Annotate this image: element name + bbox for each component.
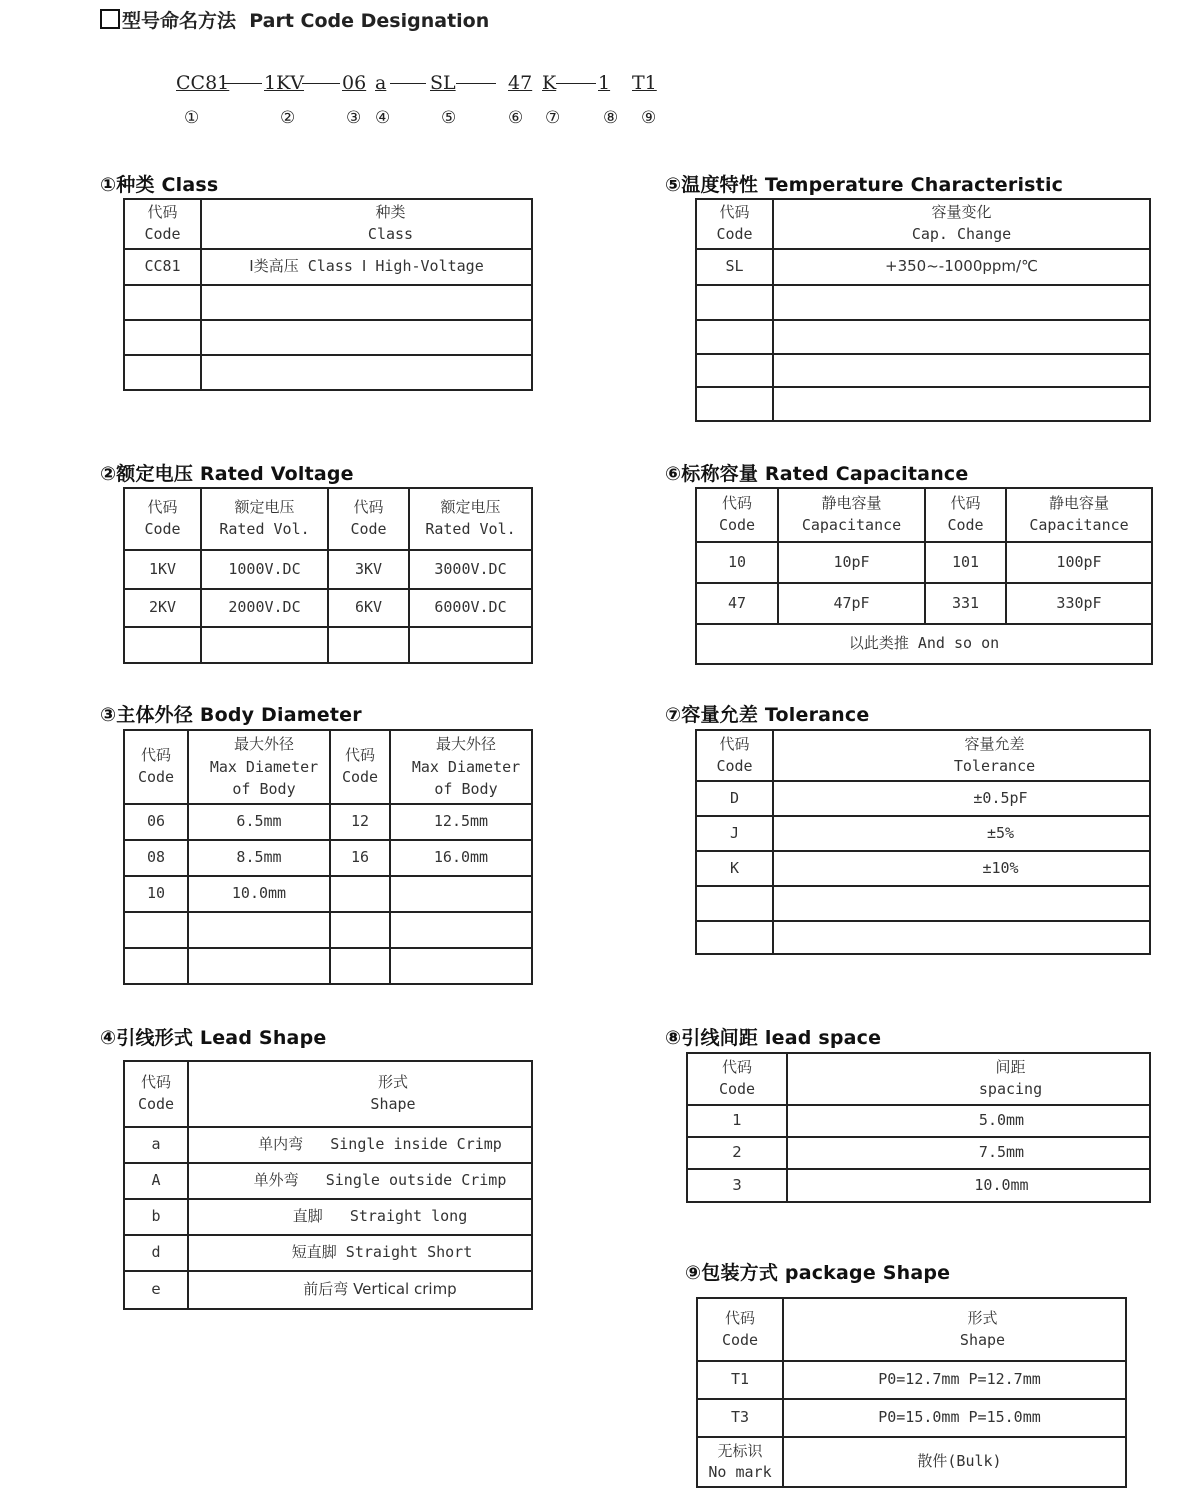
cell-empty (773, 886, 1150, 921)
cell-shape (188, 1199, 532, 1235)
header-shape (783, 1298, 1126, 1361)
table-header-row (124, 199, 532, 249)
cell: 10 (124, 876, 188, 912)
header-cn: 额定电压 (234, 498, 295, 517)
table-header-row (697, 1298, 1126, 1361)
header-capacitance (778, 488, 925, 542)
cell-code: CC81 (124, 249, 201, 285)
table-header-row (696, 488, 1152, 542)
cell-code: A (124, 1163, 188, 1199)
shape-en: Straight long (349, 1207, 468, 1226)
shape-en: Vertical crimp (353, 1280, 457, 1299)
table-row (124, 589, 532, 627)
cell-footer-note: 以此类推 And so on (696, 624, 1152, 664)
cell-empty (696, 320, 773, 354)
code-part-lead: a (375, 72, 387, 94)
code-part-leadspace: 1 (598, 72, 611, 94)
header-cn: 代码 (721, 494, 752, 513)
header-class (201, 199, 532, 249)
table-row (696, 320, 1150, 354)
header-en: Shape (370, 1095, 416, 1113)
cell-empty (773, 354, 1150, 387)
table-row (696, 354, 1150, 387)
table-row (696, 583, 1152, 624)
header-en: Code (144, 225, 181, 243)
cell-shape: P0=15.0mm P=15.0mm (783, 1399, 1126, 1437)
code-part-voltage: 1KV (264, 72, 305, 94)
cell: 2KV (124, 589, 201, 627)
table-row (697, 1399, 1126, 1437)
table-row (124, 1199, 532, 1235)
section-title-tolerance: ⑦容量允差 Tolerance (665, 704, 870, 726)
header-rated-vol (409, 488, 532, 550)
cell-empty (330, 912, 390, 948)
cell-empty (124, 948, 188, 984)
cell-code-nomark (697, 1437, 783, 1487)
cell: 08 (124, 840, 188, 876)
cell-empty (124, 285, 201, 320)
table-row (124, 1127, 532, 1163)
code-part-tolerance: K (542, 72, 557, 94)
cell-empty (188, 948, 330, 984)
header-en: Code (721, 1330, 759, 1349)
cell-empty (696, 921, 773, 954)
header-en: spacing (978, 1080, 1043, 1098)
table-header-row (124, 1061, 532, 1127)
diameter-table (123, 729, 533, 985)
header-en: Tolerance (953, 756, 1036, 775)
dash (456, 83, 496, 84)
table-header-row (696, 730, 1150, 781)
header-cn: 最大外径 (435, 735, 496, 754)
section-title-diameter: ③主体外径 Body Diameter (100, 704, 362, 726)
cell-cap-change: +350~-1000ppm/℃ (773, 249, 1150, 285)
dash (224, 83, 262, 84)
page-title-en: Part Code Designation (249, 10, 490, 32)
header-en: Code (718, 1080, 756, 1098)
cell-code: a (124, 1127, 188, 1163)
cell-empty (328, 627, 409, 663)
header-cn: 容量变化 (931, 203, 992, 222)
cell-empty (124, 355, 201, 390)
cell-empty (188, 912, 330, 948)
cell-empty (696, 354, 773, 387)
cell: 3000V.DC (409, 550, 532, 589)
header-code (687, 1053, 787, 1105)
cell-class: Ⅰ类高压 Class Ⅰ High-Voltage (201, 249, 532, 285)
header-capacitance (1006, 488, 1152, 542)
table-row (696, 249, 1150, 285)
cell-tolerance: ±10% (773, 851, 1150, 886)
header-rated-vol (201, 488, 328, 550)
header-max-diameter (390, 730, 532, 804)
header-cn: 代码 (147, 203, 178, 222)
nomark-cn: 无标识 (717, 1442, 763, 1460)
cell-empty (124, 912, 188, 948)
cell: 331 (925, 583, 1006, 624)
section-title-voltage: ②额定电压 Rated Voltage (100, 463, 354, 485)
table-row (124, 355, 532, 390)
cell (330, 876, 390, 912)
cell-shape: P0=12.7mm P=12.7mm (783, 1361, 1126, 1399)
header-en: Capacitance (1029, 516, 1129, 534)
cell: 330pF (1006, 583, 1152, 624)
page-title-cn: 型号命名方法 (122, 10, 237, 32)
cell-empty (696, 886, 773, 921)
dash (556, 83, 596, 84)
table-row (124, 1271, 532, 1309)
table-header-row (687, 1053, 1150, 1105)
header-en: Code (716, 225, 753, 243)
table-header-row (124, 730, 532, 804)
cell-code: D (696, 781, 773, 816)
cell-code: b (124, 1199, 188, 1235)
header-cn: 代码 (140, 1073, 171, 1092)
cell: 8.5mm (188, 840, 330, 876)
section-title-capacitance: ⑥标称容量 Rated Capacitance (665, 463, 969, 485)
marker-5: ⑤ (441, 108, 457, 128)
class-table (123, 198, 533, 391)
table-row (124, 320, 532, 355)
table-row (124, 948, 532, 984)
table-header-row (124, 488, 532, 550)
cell: 16.0mm (390, 840, 532, 876)
capacitance-table (695, 487, 1153, 665)
cell-code: SL (696, 249, 773, 285)
shape-cn: 单内弯 (258, 1135, 304, 1154)
header-code (696, 199, 773, 249)
marker-6: ⑥ (508, 108, 524, 128)
shape-en: Straight Short (345, 1243, 473, 1262)
header-cn: 代码 (719, 203, 750, 222)
voltage-table (123, 487, 533, 664)
header-cn: 代码 (719, 734, 750, 753)
package-table (696, 1297, 1127, 1488)
cell: 3KV (328, 550, 409, 589)
code-part-class: CC81 (176, 72, 230, 94)
cell-code: 2 (687, 1137, 787, 1169)
header-en: Code (947, 516, 984, 534)
page-title (100, 6, 489, 33)
header-cn: 静电容量 (821, 494, 882, 513)
header-cn: 静电容量 (1048, 494, 1109, 513)
header-en: Rated Vol. (219, 520, 310, 538)
cell-empty (124, 320, 201, 355)
marker-1: ① (184, 108, 200, 128)
header-cn: 代码 (724, 1308, 755, 1327)
table-row (687, 1137, 1150, 1169)
code-part-package: T1 (632, 72, 657, 94)
cell-empty (201, 285, 532, 320)
dash (302, 83, 340, 84)
cell: 6.5mm (188, 804, 330, 840)
cell-empty (201, 320, 532, 355)
dash (390, 83, 426, 84)
table-row (696, 851, 1150, 886)
cell: 101 (925, 542, 1006, 583)
cell-code: J (696, 816, 773, 851)
header-cn: 种类 (375, 203, 406, 222)
cell-shape (188, 1235, 532, 1271)
cell: 06 (124, 804, 188, 840)
header-en: Code (144, 520, 181, 538)
cell: 6KV (328, 589, 409, 627)
table-row (697, 1361, 1126, 1399)
cell: 47 (696, 583, 778, 624)
cell-code: 3 (687, 1169, 787, 1202)
cell-shape: 散件(Bulk) (783, 1437, 1126, 1487)
cell: 16 (330, 840, 390, 876)
table-row (124, 840, 532, 876)
header-en: Code (350, 520, 387, 538)
checkbox-square-icon (100, 9, 120, 29)
cell-code: T1 (697, 1361, 783, 1399)
lead-space-table (686, 1052, 1151, 1203)
table-row (687, 1105, 1150, 1137)
section-title-lead-space: ⑧引线间距 lead space (665, 1027, 882, 1049)
header-code (124, 730, 188, 804)
header-en: Code (137, 1095, 175, 1113)
cell-empty (330, 948, 390, 984)
header-spacing (787, 1053, 1150, 1105)
cell-tolerance: ±5% (773, 816, 1150, 851)
cell-empty (696, 387, 773, 421)
shape-cn: 单外弯 (253, 1171, 299, 1190)
header-en-2: of Body (232, 780, 296, 799)
header-code (124, 488, 201, 550)
table-row (124, 285, 532, 320)
shape-en: Single outside Crimp (325, 1171, 507, 1190)
section-title-temperature: ⑤温度特性 Temperature Characteristic (665, 174, 1064, 196)
cell-empty (696, 285, 773, 320)
cell-spacing: 7.5mm (787, 1137, 1150, 1169)
temperature-table (695, 198, 1151, 422)
cell-code: 1 (687, 1105, 787, 1137)
code-part-capacitance: 47 (508, 72, 533, 94)
header-tolerance (773, 730, 1150, 781)
lead-shape-table (123, 1060, 533, 1310)
header-cn: 代码 (147, 498, 178, 517)
table-row (696, 624, 1152, 664)
table-row (124, 550, 532, 589)
header-cap-change (773, 199, 1150, 249)
header-code (696, 730, 773, 781)
marker-2: ② (280, 108, 296, 128)
shape-en: Single inside Crimp (330, 1135, 502, 1154)
table-row (124, 876, 532, 912)
table-header-row (696, 199, 1150, 249)
shape-cn: 短直脚 (291, 1243, 337, 1262)
header-cn: 代码 (950, 494, 981, 513)
cell-shape (188, 1163, 532, 1199)
header-en: Max Diameter (411, 757, 521, 776)
section-title-lead-shape: ④引线形式 Lead Shape (100, 1027, 327, 1049)
cell: 12 (330, 804, 390, 840)
header-code (124, 1061, 188, 1127)
cell-code: K (696, 851, 773, 886)
header-en: Shape (959, 1330, 1006, 1349)
code-part-temperature: SL (430, 72, 456, 94)
table-row (124, 804, 532, 840)
tolerance-table (695, 729, 1151, 955)
table-row (124, 249, 532, 285)
cell-spacing: 5.0mm (787, 1105, 1150, 1137)
header-en: Code (716, 756, 753, 775)
table-row (696, 921, 1150, 954)
header-max-diameter (188, 730, 330, 804)
header-cn: 间距 (995, 1058, 1026, 1077)
cell: 10pF (778, 542, 925, 583)
code-part-diameter: 06 (342, 72, 367, 94)
cell (390, 876, 532, 912)
header-en: Code (137, 768, 175, 786)
header-en: Code (718, 516, 756, 534)
table-row (696, 781, 1150, 816)
cell-tolerance: ±0.5pF (773, 781, 1150, 816)
cell-shape (188, 1127, 532, 1163)
table-row (697, 1437, 1126, 1487)
header-shape (188, 1061, 532, 1127)
shape-cn: 前后弯 (303, 1280, 349, 1299)
table-row (696, 387, 1150, 421)
header-cn: 代码 (140, 746, 171, 765)
marker-8: ⑧ (603, 108, 619, 128)
header-en: Cap. Change (911, 225, 1012, 243)
cell-empty (201, 627, 328, 663)
header-cn: 代码 (344, 746, 375, 765)
table-row (124, 1163, 532, 1199)
marker-7: ⑦ (545, 108, 561, 128)
marker-3: ③ (346, 108, 362, 128)
section-title-package: ⑨包装方式 package Shape (685, 1262, 951, 1284)
cell-empty (390, 948, 532, 984)
header-code (330, 730, 390, 804)
cell: 1000V.DC (201, 550, 328, 589)
table-row (124, 1235, 532, 1271)
header-code (328, 488, 409, 550)
marker-9: ⑨ (641, 108, 657, 128)
header-en: Code (341, 768, 379, 786)
table-row (696, 816, 1150, 851)
header-cn: 最大外径 (233, 735, 294, 754)
cell-empty (201, 355, 532, 390)
header-code (697, 1298, 783, 1361)
header-cn: 代码 (353, 498, 384, 517)
cell-empty (390, 912, 532, 948)
cell: 10 (696, 542, 778, 583)
table-row (124, 912, 532, 948)
cell-empty (124, 627, 201, 663)
header-code (124, 199, 201, 249)
cell: 2000V.DC (201, 589, 328, 627)
header-cn: 代码 (721, 1058, 752, 1077)
cell: 10.0mm (188, 876, 330, 912)
header-en: Rated Vol. (425, 520, 516, 538)
cell: 100pF (1006, 542, 1152, 583)
table-row (687, 1169, 1150, 1202)
cell: 6000V.DC (409, 589, 532, 627)
cell-shape (188, 1271, 532, 1309)
section-title-class: ①种类 Class (100, 174, 219, 196)
cell-spacing: 10.0mm (787, 1169, 1150, 1202)
cell-empty (409, 627, 532, 663)
cell: 47pF (778, 583, 925, 624)
header-cn: 形式 (967, 1308, 998, 1327)
cell-code: e (124, 1271, 188, 1309)
cell-empty (773, 320, 1150, 354)
header-en: Max Diameter (209, 757, 319, 776)
nomark-en: No mark (708, 1463, 772, 1481)
header-cn: 容量允差 (964, 734, 1025, 753)
header-code (925, 488, 1006, 542)
shape-cn: 直脚 (292, 1207, 323, 1226)
table-row (696, 542, 1152, 583)
cell-empty (773, 285, 1150, 320)
header-cn: 形式 (377, 1073, 408, 1092)
table-row (124, 627, 532, 663)
cell-empty (773, 921, 1150, 954)
header-cn: 额定电压 (440, 498, 501, 517)
cell-code: d (124, 1235, 188, 1271)
table-row (696, 886, 1150, 921)
table-row (696, 285, 1150, 320)
header-code (696, 488, 778, 542)
header-en: Class (367, 225, 414, 243)
header-en-2: of Body (434, 780, 498, 799)
cell-code: T3 (697, 1399, 783, 1437)
header-en: Capacitance (801, 516, 902, 534)
cell: 1KV (124, 550, 201, 589)
marker-4: ④ (375, 108, 391, 128)
cell-empty (773, 387, 1150, 421)
cell: 12.5mm (390, 804, 532, 840)
